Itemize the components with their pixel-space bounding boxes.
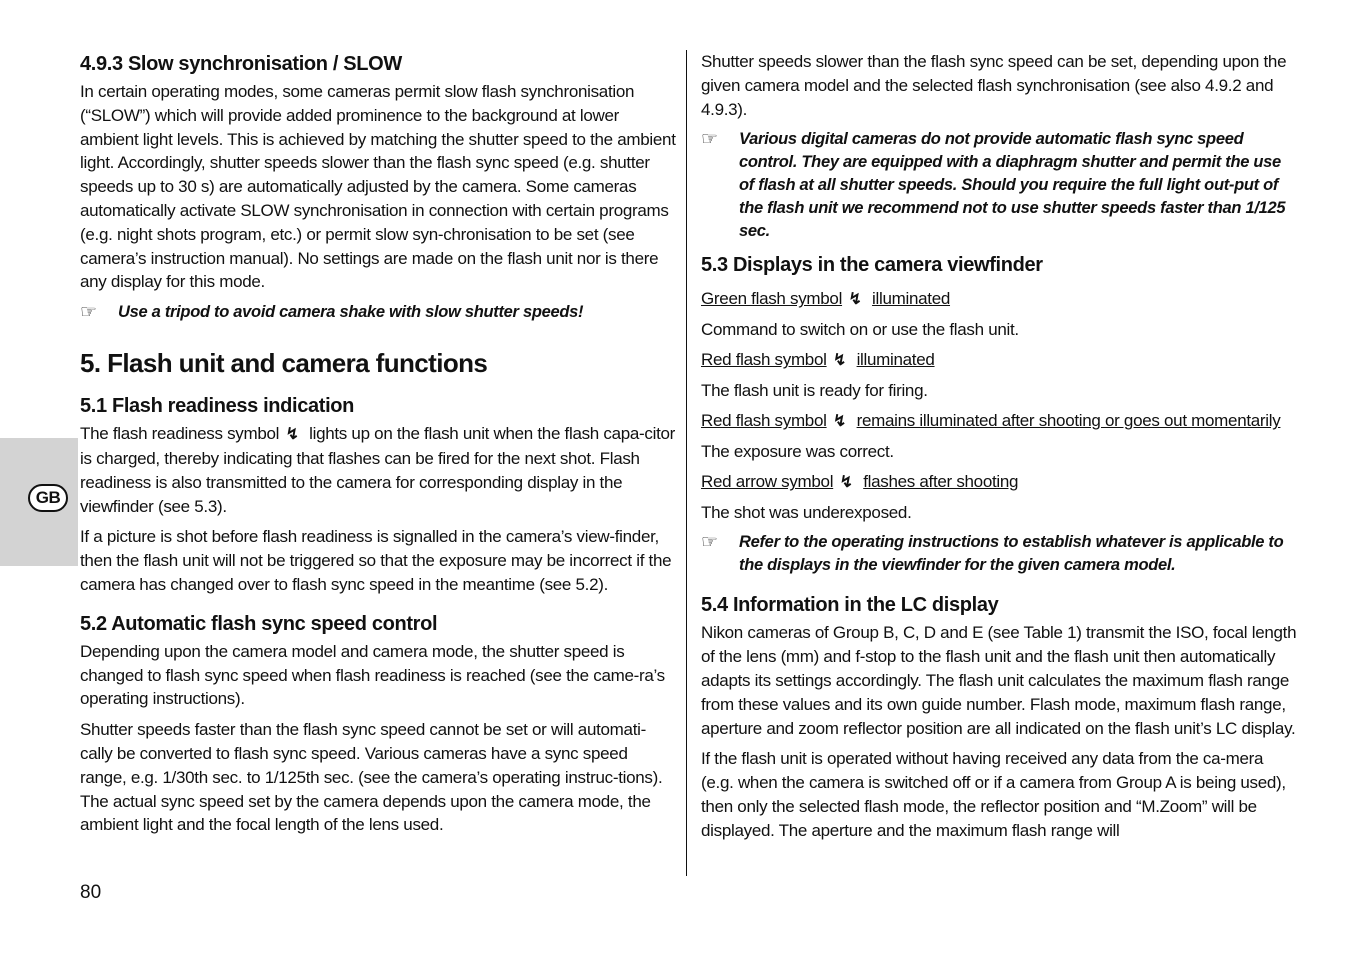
section-heading-5-3: 5.3 Displays in the camera viewfinder xyxy=(701,254,1043,277)
display-item-description: Command to switch on or use the flash unit. xyxy=(701,320,1019,340)
display-item-heading: Red flash symbol ↯ remains illuminated after shooting or goes out momentarily xyxy=(701,409,1297,434)
flash-bolt-icon: ↯ xyxy=(833,352,847,370)
pointing-hand-icon: ☞ xyxy=(701,129,719,151)
paragraph-sync-control-1: Depending upon the camera model and camera mode, the shutter speed is changed to flash sync speed when flash readiness is reached (see the came-ra’s operating instructions). xyxy=(80,641,665,709)
left-column xyxy=(80,50,678,844)
note-text: Refer to the operating instructions to establish whatever is applicable to the displays in the viewfinder for the given camera model. xyxy=(739,533,1284,575)
right-column xyxy=(701,50,1297,850)
page-number: 80 xyxy=(80,882,102,903)
paragraph-slow-sync: In certain operating modes, some cameras permit slow flash synchronisation (“SLOW”) which will provide added prominence to the background at lower ambient light levels. This is achieved by matching the shutter speed to the ambient light. Accordingly, shutter speeds slower than the flash sync speed (e.g. shutter speeds up to 30 s) are automatically adjusted by the camera. Some cameras automatically activate SLOW synchronisation in connection with certain programs (e.g. night shots program, etc.) or permit slow syn-chronisation to be set (see camera’s instruction manual). No settings are made on the flash unit nor is there any display for this mode. xyxy=(80,82,676,292)
paragraph-sync-control-2: Shutter speeds faster than the flash sync speed cannot be set or will automati-cally be converted to flash sync speed. Various cameras have a sync speed range, e.g. 1/30th sec. to 1/125th sec. (see the camera’s operating instruc-tions). The actual sync speed set by the camera depends upon the camera mode, the ambient light and the focal length of the lens used. xyxy=(80,720,663,835)
note-text: Various digital cameras do not provide automatic flash sync speed control. They are equipped with a diaphragm shutter and permit the use of flash at all shutter speeds. Should you require the full light out-put of the flash unit we recommend not to use shutter speeds faster than 1/125 sec. xyxy=(739,130,1286,241)
paragraph-lc-display-1: Nikon cameras of Group B, C, D and E (see Table 1) transmit the ISO, focal length of the lens (mm) and f-stop to the flash unit and the flash unit then automatically adapts its settings accordingly. The flash unit calculates the maximum flash range from these values and its own guide number. Flash mode, maximum flash range, aperture and zoom reflector position are all indicated on the flash unit’s LC display. xyxy=(701,623,1297,738)
display-item-description: The shot was underexposed. xyxy=(701,503,912,523)
section-heading-5-4: 5.4 Information in the LC display xyxy=(701,594,999,617)
flash-bolt-icon: ↯ xyxy=(285,426,299,444)
pointing-hand-icon: ☞ xyxy=(701,532,719,554)
section-heading-5-1: 5.1 Flash readiness indication xyxy=(80,395,355,418)
paragraph-slow-shutter: Shutter speeds slower than the flash sync speed can be set, depending upon the given camera model and the selected flash synchronisation (see also 4.9.2 and 4.9.3). xyxy=(701,52,1287,119)
note-viewfinder-displays xyxy=(701,531,1297,577)
display-item-heading: Red flash symbol ↯ illuminated xyxy=(701,348,1297,373)
column-divider xyxy=(686,50,687,876)
chapter-heading-5: 5. Flash unit and camera functions xyxy=(80,348,488,379)
paragraph-lc-display-2: If the flash unit is operated without having received any data from the ca-mera (e.g. when the camera is switched off or if a camera from Group A is being used), then only the selected flash mode, the reflector position and “M.Zoom” will be displayed. The aperture and the maximum flash range will xyxy=(701,749,1286,840)
pointing-hand-icon: ☞ xyxy=(80,302,98,324)
flash-bolt-icon: ↯ xyxy=(833,413,847,431)
note-digital-cameras xyxy=(701,128,1297,243)
flash-bolt-icon: ↯ xyxy=(839,474,853,492)
display-item-description: The flash unit is ready for firing. xyxy=(701,381,928,401)
section-heading-4-9-3: 4.9.3 Slow synchronisation / SLOW xyxy=(80,53,402,75)
note-text: Use a tripod to avoid camera shake with slow shutter speeds! xyxy=(118,303,584,322)
note-tripod xyxy=(80,301,678,324)
display-item-description: The exposure was correct. xyxy=(701,442,894,462)
flash-bolt-icon: ↯ xyxy=(848,291,862,309)
language-badge: GB xyxy=(28,484,68,512)
paragraph-flash-readiness: The flash readiness symbol ↯ lights up on the flash unit when the flash capa-citor is charged, thereby indicating that flashes can be fired for the next shot. Flash readiness is also transmitted to the camera for corresponding display in the viewfinder (see 5.3). xyxy=(80,424,676,516)
display-item-heading: Red arrow symbol ↯ flashes after shooting xyxy=(701,470,1297,495)
paragraph-readiness-warning: If a picture is shot before flash readiness is signalled in the camera’s view-finder, then the flash unit will not be triggered so that the exposure may be incorrect if the camera has changed over to flash sync speed in the meantime (see 5.2). xyxy=(80,527,672,594)
section-heading-5-2: 5.2 Automatic flash sync speed control xyxy=(80,612,438,635)
display-item-heading: Green flash symbol ↯ illuminated xyxy=(701,287,1297,312)
